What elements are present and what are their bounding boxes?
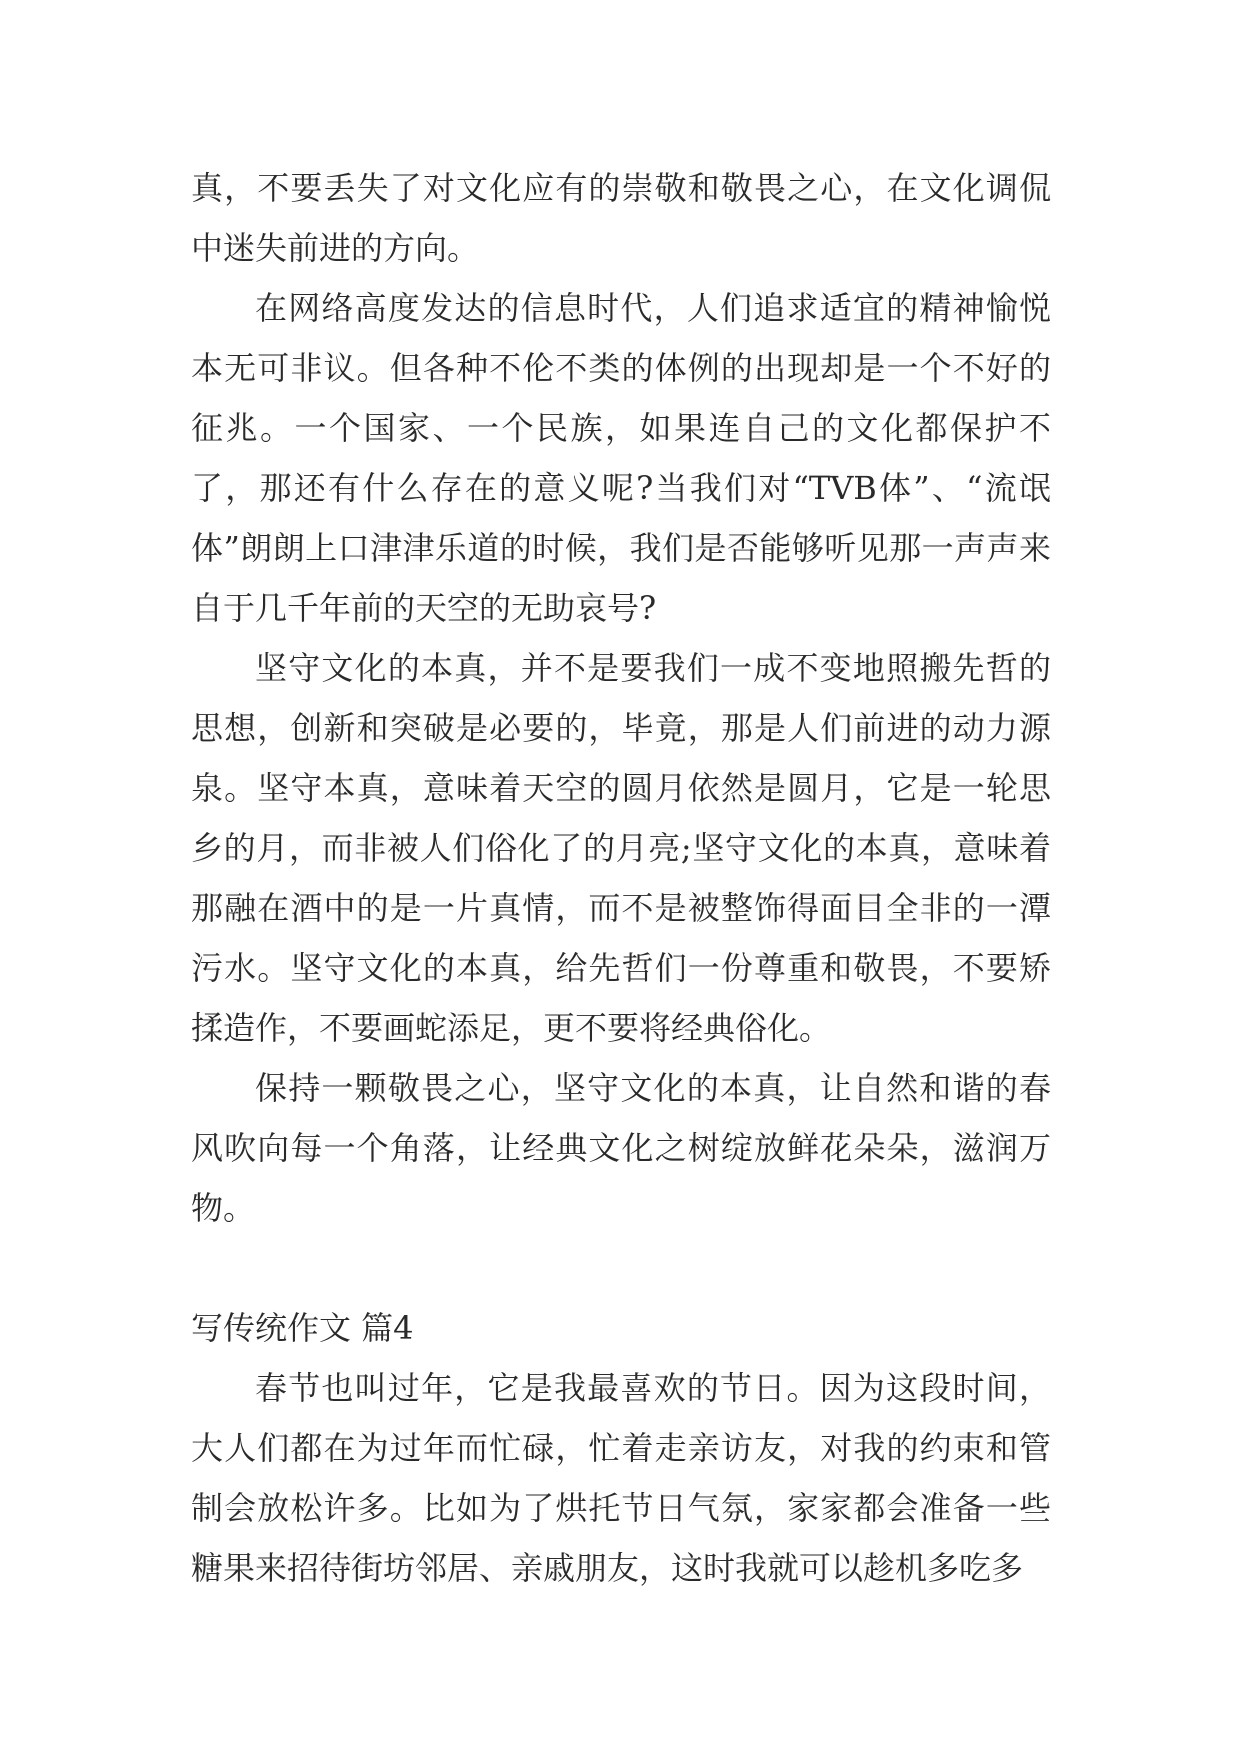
body-paragraph-2: 坚守文化的本真，并不是要我们一成不变地照搬先哲的思想，创新和突破是必要的，毕竟，那是人们前进的动力源泉。坚守本真，意味着天空的圆月依然是圆月，它是一轮思乡的月，而非被人们俗化了的月亮;坚守文化的本真，意味着那融在酒中的是一片真情，而不是被整饰得面目全非的一潭污水。坚守文化的本真，给先哲们一份尊重和敬畏，不要矫揉造作，不要画蛇添足，更不要将经典俗化。 — [191, 649, 1051, 1047]
body-paragraph-1: 在网络高度发达的信息时代，人们追求适宜的精神愉悦本无可非议。但各种不伦不类的体例的出现却是一个不好的征兆。一个国家、一个民族，如果连自己的文化都保护不了，那还有什么存在的意义呢?当我们对“TVB体”、“流氓体”朗朗上口津津乐道的时候，我们是否能够听见那一声声来自于几千年前的天空的无助哀号? — [191, 289, 1051, 627]
section-heading: 写传统作文 篇4 — [191, 1309, 414, 1347]
continuation-paragraph: 真，不要丢失了对文化应有的崇敬和敬畏之心，在文化调侃中迷失前进的方向。 — [191, 169, 1051, 267]
body-paragraph-3: 保持一颗敬畏之心，坚守文化的本真，让自然和谐的春风吹向每一个角落，让经典文化之树绽放鲜花朵朵，滋润万物。 — [191, 1069, 1051, 1227]
document-page — [191, 158, 1051, 1598]
section-paragraph-1: 春节也叫过年，它是我最喜欢的节日。因为这段时间，大人们都在为过年而忙碌，忙着走亲访友，对我的约束和管制会放松许多。比如为了烘托节日气氛，家家都会准备一些糖果来招待街坊邻居、亲戚朋友，这时我就可以趁机多吃多 — [191, 1369, 1051, 1587]
